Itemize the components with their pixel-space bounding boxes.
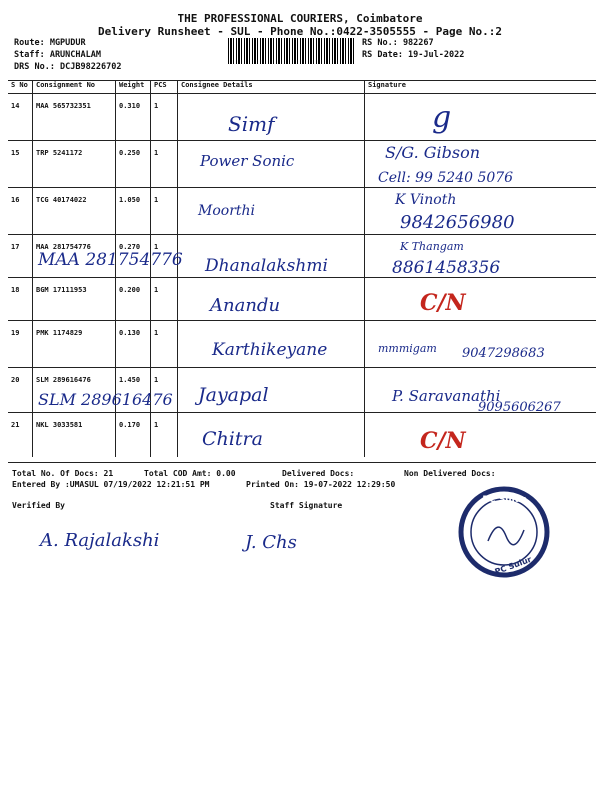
verified-by-label: Verified By	[12, 501, 65, 510]
cell-sno: 18	[8, 278, 33, 321]
handwritten-consignee: Jayapal	[198, 384, 269, 406]
total-cod: Total COD Amt: 0.00	[144, 469, 236, 478]
route-label: Route: MGPUDUR	[14, 38, 86, 48]
cell-pcs: 1	[151, 278, 178, 321]
total-docs: Total No. Of Docs: 21	[12, 469, 114, 478]
cell-consignment: BGM 17111953	[33, 278, 116, 321]
cell-pcs: 1	[151, 235, 178, 278]
handwritten-phone: 9047298683	[462, 346, 545, 361]
cell-pcs: 1	[151, 413, 178, 457]
table-header-row	[8, 81, 596, 94]
cn-mark: C/N	[420, 290, 466, 316]
cell-consignment: SLM 289616476	[33, 368, 116, 413]
printed-on: Printed On: 19-07-2022 12:29:50	[246, 480, 396, 489]
cn-mark: C/N	[420, 428, 466, 454]
cell-consignment: MAA 565732351	[33, 94, 116, 141]
handwritten-phone: 9095606267	[478, 400, 561, 415]
document-subtitle: Delivery Runsheet - SUL - Phone No.:0422-3505555 - Page No.:2	[98, 25, 502, 38]
cell-consignment: TRP 5241172	[33, 141, 116, 188]
document-title: THE PROFESSIONAL COURIERS, Coimbatore	[177, 12, 423, 25]
cell-weight: 0.270	[116, 235, 151, 278]
barcode	[228, 38, 354, 64]
cell-consignment: NKL 3033581	[33, 413, 116, 457]
cell-pcs: 1	[151, 321, 178, 368]
col-weight: Weight	[116, 81, 151, 94]
col-consignee: Consignee Details	[178, 81, 365, 94]
handwritten-consignee: Karthikeyane	[212, 340, 328, 360]
drs-number: DRS No.: DCJB98226702	[14, 62, 122, 72]
cell-pcs: 1	[151, 141, 178, 188]
handwritten-consignee: Power Sonic	[200, 152, 295, 170]
handwritten-consignee: Anandu	[210, 295, 281, 316]
cell-pcs: 1	[151, 94, 178, 141]
cell-weight: 1.450	[116, 368, 151, 413]
cell-signature	[365, 278, 597, 321]
cell-weight: 1.050	[116, 188, 151, 235]
handwritten-consignment: MAA 281754776	[38, 250, 183, 270]
handwritten-consignee: Moorthi	[198, 203, 256, 219]
verifier-signature: A. Rajalakshi	[40, 530, 160, 551]
stamp-bottom-text: PC Sulur	[493, 554, 533, 577]
staff-signature: J. Chs	[245, 532, 297, 553]
cell-consignment: PMK 1174829	[33, 321, 116, 368]
entered-by: Entered By :UMASUL 07/19/2022 12:21:51 PM	[12, 480, 210, 489]
handwritten-signature: K Thangam	[400, 240, 464, 253]
handwritten-consignee: Simf	[228, 112, 275, 136]
staff-label: Staff: ARUNCHALAM	[14, 50, 101, 60]
table-row	[8, 94, 596, 141]
handwritten-phone: Cell: 99 5240 5076	[378, 170, 514, 186]
table-row	[8, 278, 596, 321]
cell-weight: 0.250	[116, 141, 151, 188]
office-stamp	[458, 486, 550, 578]
cell-weight: 0.130	[116, 321, 151, 368]
cell-pcs: 1	[151, 188, 178, 235]
non-delivered-docs: Non Delivered Docs:	[404, 469, 496, 478]
table-bottom-rule	[8, 462, 596, 463]
cell-consignment: MAA 281754776	[33, 235, 116, 278]
handwritten-signature: S/G. Gibson	[385, 143, 481, 162]
cell-sno: 15	[8, 141, 33, 188]
cell-sno: 16	[8, 188, 33, 235]
cell-sno: 14	[8, 94, 33, 141]
handwritten-signature: g	[432, 100, 452, 135]
cell-sno: 17	[8, 235, 33, 278]
cell-sno: 21	[8, 413, 33, 457]
handwritten-consignment: SLM 289616476	[38, 390, 173, 409]
cell-weight: 0.310	[116, 94, 151, 141]
col-sno: S No	[8, 81, 33, 94]
handwritten-signature: mmmigam	[378, 342, 437, 355]
handwritten-phone: 8861458356	[392, 258, 501, 278]
col-consignment: Consignment No	[33, 81, 116, 94]
rs-date: RS Date: 19-Jul-2022	[362, 50, 465, 60]
handwritten-signature: K Vinoth	[395, 192, 457, 208]
table-row	[8, 413, 596, 457]
col-signature: Signature	[365, 81, 597, 94]
cell-signature	[365, 94, 597, 141]
cell-sno: 20	[8, 368, 33, 413]
handwritten-signature: P. Saravanathi	[392, 387, 501, 405]
handwritten-consignee: Chitra	[202, 428, 263, 450]
cell-sno: 19	[8, 321, 33, 368]
cell-pcs: 1	[151, 368, 178, 413]
col-pcs: PCS	[151, 81, 178, 94]
staff-signature-label: Staff Signature	[270, 501, 343, 510]
cell-weight: 0.170	[116, 413, 151, 457]
handwritten-consignee: Dhanalakshmi	[205, 256, 328, 276]
delivered-docs: Delivered Docs:	[282, 469, 355, 478]
cell-weight: 0.200	[116, 278, 151, 321]
cell-signature	[365, 413, 597, 457]
rs-number: RS No.: 982267	[362, 38, 434, 48]
cell-consignment: TCG 40174022	[33, 188, 116, 235]
stamp-scribble	[488, 527, 524, 545]
handwritten-phone: 9842656980	[400, 212, 515, 233]
stamp-top-text: PC Sulur	[482, 495, 526, 505]
